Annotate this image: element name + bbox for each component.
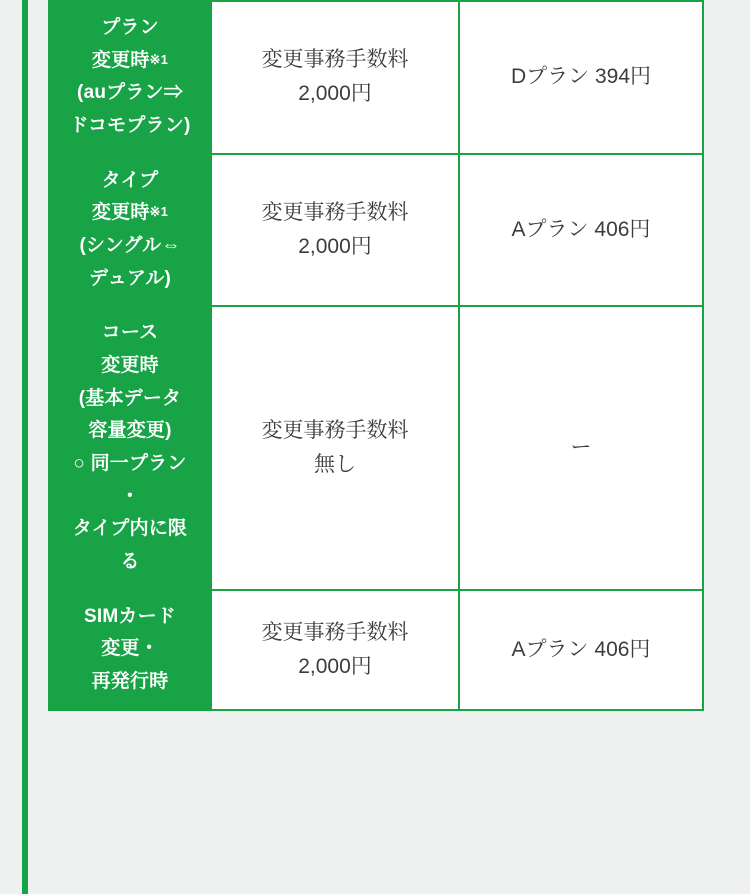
category-line-text: 変更時※1 bbox=[91, 202, 169, 224]
row-category-cell bbox=[49, 590, 211, 710]
category-line: (シングル⇔ bbox=[79, 235, 181, 257]
category-line: プラン bbox=[101, 17, 159, 38]
fee-table bbox=[48, 0, 704, 711]
plan-line: Aプラン 406円 bbox=[511, 637, 651, 661]
category-line: コース bbox=[101, 322, 159, 344]
category-line bbox=[56, 197, 204, 230]
category-line: デュアル) bbox=[89, 267, 171, 289]
row-plan-cell bbox=[459, 306, 703, 589]
category-line: (auプラン⇒ bbox=[77, 82, 183, 104]
category-line: (基本データ bbox=[78, 387, 182, 409]
table-row bbox=[49, 1, 703, 154]
fee-line: 2,000円 bbox=[298, 82, 372, 106]
row-category-cell bbox=[49, 154, 211, 307]
footnote-marker: ※1 bbox=[149, 204, 169, 220]
category-line: 再発行時 bbox=[91, 671, 169, 693]
row-fee-cell bbox=[211, 1, 459, 154]
category-line: 容量変更) bbox=[88, 420, 172, 442]
fee-line: 変更事務手数料 bbox=[261, 419, 409, 443]
page-left-accent-bar bbox=[22, 0, 28, 894]
fee-line: 変更事務手数料 bbox=[261, 48, 409, 72]
table-row bbox=[49, 154, 703, 307]
fee-line: 2,000円 bbox=[298, 654, 372, 678]
plan-line: Dプラン 394円 bbox=[510, 65, 652, 89]
category-line: ドコモプラン) bbox=[69, 115, 191, 137]
category-line: タイプ内に限 bbox=[72, 518, 188, 540]
table-row bbox=[49, 590, 703, 710]
category-line: SIMカード bbox=[84, 605, 176, 627]
category-line bbox=[56, 45, 204, 78]
row-plan-cell bbox=[459, 1, 703, 154]
plan-line: Aプラン 406円 bbox=[511, 218, 651, 242]
category-line: 変更時 bbox=[101, 355, 159, 377]
row-plan-cell bbox=[459, 590, 703, 710]
row-category-cell bbox=[49, 306, 211, 589]
category-line: タイプ bbox=[101, 169, 159, 191]
plan-line: ー bbox=[570, 436, 592, 460]
footnote-marker: ※1 bbox=[149, 51, 169, 67]
fee-line: 2,000円 bbox=[298, 235, 372, 259]
fee-line: 変更事務手数料 bbox=[261, 201, 409, 225]
table-row bbox=[49, 306, 703, 589]
row-plan-cell bbox=[459, 154, 703, 307]
category-line: ・ bbox=[120, 485, 140, 507]
row-fee-cell bbox=[211, 306, 459, 589]
row-fee-cell bbox=[211, 590, 459, 710]
fee-table-container bbox=[48, 0, 702, 711]
fee-line: 変更事務手数料 bbox=[261, 620, 409, 644]
category-line-text: 変更時※1 bbox=[91, 49, 169, 71]
category-line: 変更・ bbox=[101, 638, 159, 660]
category-line: ○ 同一プラン bbox=[73, 453, 187, 475]
category-line: る bbox=[120, 551, 140, 573]
row-category-cell bbox=[49, 1, 211, 154]
fee-line: 無し bbox=[314, 453, 356, 477]
row-fee-cell bbox=[211, 154, 459, 307]
